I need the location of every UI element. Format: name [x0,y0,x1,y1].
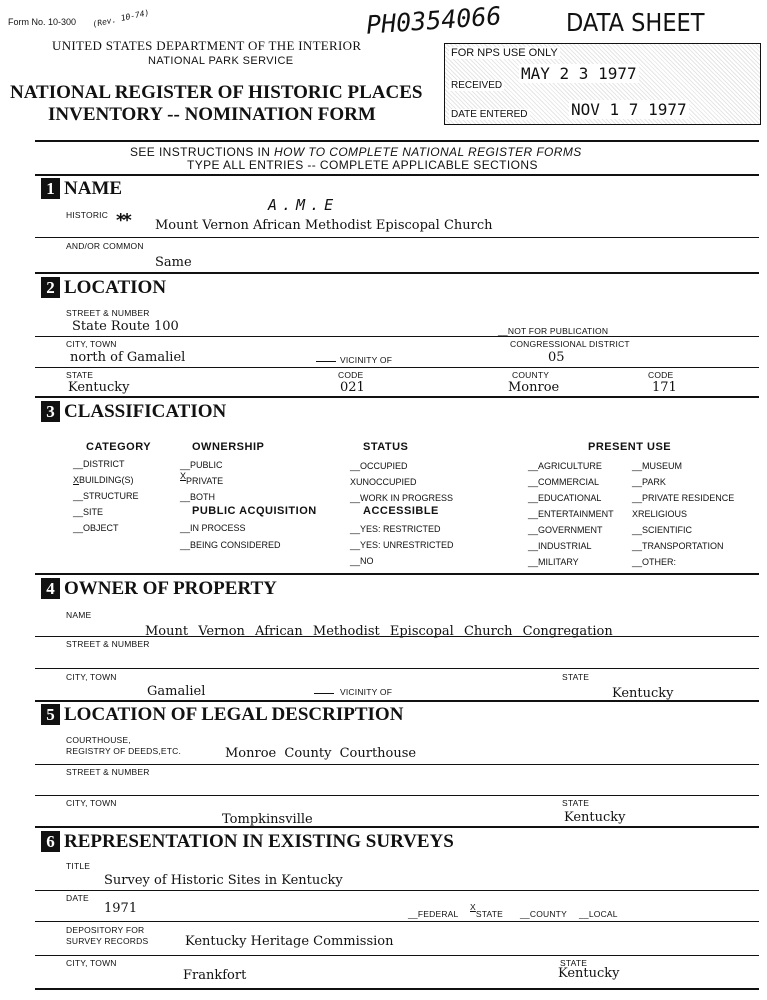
city-value: north of Gamaliel [70,350,186,365]
instructions-line2: TYPE ALL ENTRIES -- COMPLETE APPLICABLE SECTIONS [187,158,538,172]
access-yes-restricted: __YES: RESTRICTED [350,524,441,534]
category-heading: CATEGORY [86,441,152,453]
section-5-title: LOCATION OF LEGAL DESCRIPTION [64,704,404,725]
owner-street-label: STREET & NUMBER [66,639,150,649]
use-other: __OTHER: [632,557,677,567]
owner-city-value: Gamaliel [147,684,206,699]
category-object: __OBJECT [73,523,119,533]
access-no: __NO [350,556,374,566]
acquisition-in-process: __IN PROCESS [180,523,246,533]
status-heading: STATUS [363,441,409,453]
street-label: STREET & NUMBER [66,308,150,318]
form-title-line1: NATIONAL REGISTER OF HISTORIC PLACES [10,82,423,103]
nps-use-box [444,43,761,125]
status-unoccupied: XUNOCCUPIED [350,477,417,487]
use-transportation: __TRANSPORTATION [632,541,724,551]
public-acquisition-heading: PUBLIC ACQUISITION [192,505,317,517]
category-structure: __STRUCTURE [73,491,139,501]
received-label: RECEIVED [451,80,503,91]
section-1-title: NAME [64,178,123,199]
county-code-value: 171 [652,380,677,395]
depository-state-value: Kentucky [558,966,620,981]
county-label: COUNTY [512,370,550,380]
historic-handwritten-annotation: A.M.E [268,196,339,214]
status-work-in-progress: __WORK IN PROGRESS [350,493,454,503]
courthouse-label-line1: COURTHOUSE, [66,735,131,745]
use-educational: __EDUCATIONAL [528,493,602,503]
section-6-title: REPRESENTATION IN EXISTING SURVEYS [64,831,454,852]
ownership-both: __BOTH [180,492,216,502]
county-value: Monroe [508,380,560,395]
use-park: __PARK [632,477,666,487]
county-code-label: CODE [648,370,674,380]
section-2-number: 2 [41,277,60,298]
state-label: STATE [66,370,94,380]
survey-county-option: __COUNTY [520,909,567,919]
courthouse-value: Monroe County Courthouse [225,746,417,761]
status-occupied: __OCCUPIED [350,461,408,471]
ownership-private: XPRIVATE [180,471,224,486]
instructions-line1: SEE INSTRUCTIONS IN HOW TO COMPLETE NATIONAL REGISTER FORMS [130,145,582,159]
category-district: __DISTRICT [73,459,125,469]
street-value: State Route 100 [72,319,179,334]
handwritten-reference-number: PH0354066 [365,1,503,40]
survey-title-value: Survey of Historic Sites in Kentucky [104,873,343,888]
date-entered-label: DATE ENTERED [451,109,528,120]
owner-city-label: CITY, TOWN [66,672,117,682]
form-number: Form No. 10-300 [8,17,77,27]
section-3-title: CLASSIFICATION [64,401,227,422]
use-scientific: __SCIENTIFIC [632,525,693,535]
survey-date-value: 1971 [104,901,138,916]
depository-state-label: STATE [560,958,588,968]
form-revision: (Rev. 10-74) [91,8,151,29]
vicinity-label: VICINITY OF [340,355,393,365]
common-name-label: AND/OR COMMON [66,241,144,251]
owner-vicinity-label: VICINITY OF [340,687,393,697]
city-label: CITY, TOWN [66,339,117,349]
congressional-district-value: 05 [548,350,565,365]
historic-asterisk-marks: ** [116,210,129,231]
category-site: __SITE [73,507,104,517]
legal-city-label: CITY, TOWN [66,798,117,808]
data-sheet-stamp: DATA SHEET [566,8,705,37]
section-2-title: LOCATION [64,277,167,298]
use-military: __MILITARY [528,557,579,567]
owner-state-value: Kentucky [612,686,674,701]
section-6-number: 6 [41,831,60,852]
received-date-stamp: MAY 2 3 1977 [521,64,637,83]
historic-name-value: Mount Vernon African Methodist Episcopal Church [155,218,493,233]
use-agriculture: __AGRICULTURE [528,461,602,471]
depository-label-line1: DEPOSITORY FOR [66,925,145,935]
owner-vicinity-blank [314,693,334,694]
code-label: CODE [338,370,364,380]
access-yes-unrestricted: __YES: UNRESTRICTED [350,540,454,550]
owner-state-label: STATE [562,672,590,682]
legal-state-value: Kentucky [564,810,626,825]
use-entertainment: __ENTERTAINMENT [528,509,614,519]
survey-state-option: XSTATE [470,902,504,919]
acquisition-being-considered: __BEING CONSIDERED [180,540,281,550]
not-for-publication: __NOT FOR PUBLICATION [498,326,609,336]
survey-local-option: __LOCAL [579,909,618,919]
use-museum: __MUSEUM [632,461,683,471]
accessible-heading: ACCESSIBLE [363,505,439,517]
depository-city-label: CITY, TOWN [66,958,117,968]
survey-federal-option: __FEDERAL [408,909,459,919]
legal-state-label: STATE [562,798,590,808]
service-name: NATIONAL PARK SERVICE [148,55,294,67]
category-buildings: XBUILDING(S) [73,475,134,485]
present-use-heading: PRESENT USE [588,441,672,453]
courthouse-label-line2: REGISTRY OF DEEDS,ETC. [66,746,182,756]
date-entered-stamp: NOV 1 7 1977 [571,100,687,119]
section-5-number: 5 [41,704,60,725]
congressional-district-label: CONGRESSIONAL DISTRICT [510,339,630,349]
depository-city-value: Frankfort [183,968,247,983]
use-private-residence: __PRIVATE RESIDENCE [632,493,735,503]
department-name: UNITED STATES DEPARTMENT OF THE INTERIOR [52,38,362,53]
use-government: __GOVERNMENT [528,525,603,535]
legal-street-label: STREET & NUMBER [66,767,150,777]
section-1-number: 1 [41,178,60,199]
common-name-value: Same [155,255,192,270]
use-religious: XRELIGIOUS [632,509,688,519]
section-4-title: OWNER OF PROPERTY [64,578,277,599]
ownership-heading: OWNERSHIP [192,441,265,453]
state-code-value: 021 [340,380,365,395]
use-commercial: __COMMERCIAL [528,477,600,487]
state-value: Kentucky [68,380,130,395]
section-3-number: 3 [41,401,60,422]
nps-use-label: FOR NPS USE ONLY [451,47,558,59]
historic-label: HISTORIC [66,210,109,220]
survey-title-label: TITLE [66,861,91,871]
ownership-public: __PUBLIC [180,460,223,470]
depository-label-line2: SURVEY RECORDS [66,936,149,946]
form-title-line2: INVENTORY -- NOMINATION FORM [48,104,376,125]
vicinity-blank [316,361,336,362]
owner-name-label: NAME [66,610,92,620]
section-4-number: 4 [41,578,60,599]
legal-city-value: Tompkinsville [222,812,313,827]
depository-value: Kentucky Heritage Commission [185,934,394,949]
owner-name-value: Mount Vernon African Methodist Episcopal Church Congregation [145,624,613,639]
survey-date-label: DATE [66,893,89,903]
use-industrial: __INDUSTRIAL [528,541,592,551]
